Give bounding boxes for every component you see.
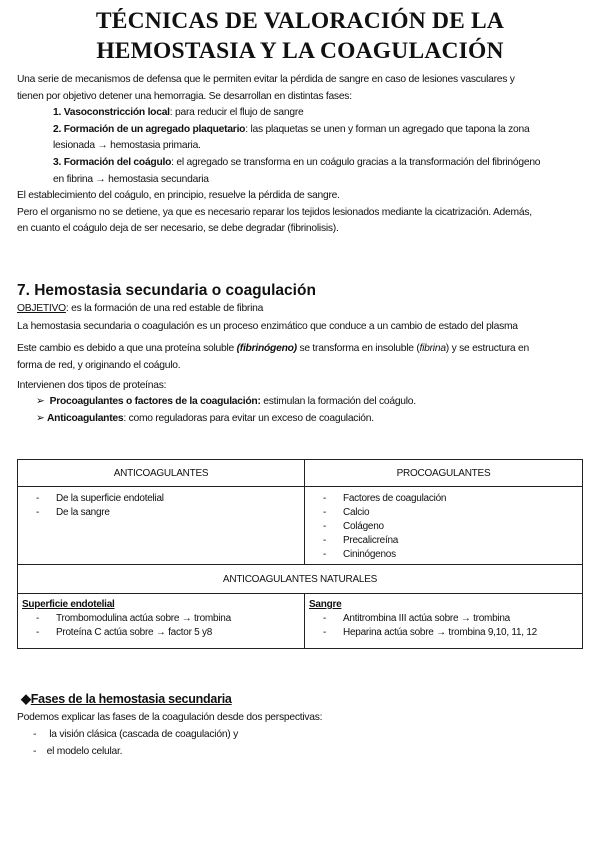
endothelial-cell <box>18 594 305 649</box>
list-item: - la visión clásica (cascada de coagulación) y <box>33 729 238 740</box>
arrow-bullet-icon: ➢ <box>36 412 47 424</box>
section-paragraph-1: La hemostasia secundaria o coagulación es un proceso enzimático que conduce a un cambio de estado del plasma <box>17 321 518 332</box>
text-line: tienen por objetivo detener una hemorragia. Se desarrollan en distintas fases: <box>17 90 352 102</box>
fases-heading: ◆Fases de la hemostasia secundaria <box>21 691 232 706</box>
phase-2-cont: lesionada → hemostasia primaria. <box>53 140 201 152</box>
procoagulantes-cell <box>305 487 583 565</box>
list-item: - Calcio <box>305 506 582 520</box>
list-item: - De la superficie endotelial <box>18 492 304 506</box>
objetivo-line: OBJETIVO: es la formación de una red estable de fibrina <box>17 303 264 314</box>
list-item: - Precalicreína <box>305 534 582 548</box>
list-item: - Colágeno <box>305 520 582 534</box>
document-title-line-1: TÉCNICAS DE VALORACIÓN DE LA <box>95 8 505 34</box>
list-item: - De la sangre <box>18 506 304 520</box>
list-item: ➢ Procoagulantes o factores de la coagulación: estimulan la formación del coágulo. <box>36 396 416 407</box>
list-item: ➢ Anticoagulantes: como reguladoras para evitar un exceso de coagulación. <box>36 412 374 424</box>
anticoagulantes-cell <box>18 487 305 565</box>
list-item: - Proteína C actúa sobre → factor 5 y8 <box>18 626 304 640</box>
protein-types-list <box>36 394 416 427</box>
phase-3-cont: en fibrina → hemostasia secundaria <box>53 173 209 185</box>
section-paragraph-3: Intervienen dos tipos de proteínas: <box>17 380 167 391</box>
header-anticoagulantes-naturales: ANTICOAGULANTES NATURALES <box>18 565 583 594</box>
fases-list <box>33 727 238 760</box>
header-anticoagulantes: ANTICOAGULANTES <box>18 460 305 487</box>
phase-2: 2. Formación de un agregado plaquetario: las plaquetas se unen y forman un agregado que tapona la zona <box>53 123 530 135</box>
text-line: Pero el organismo no se detiene, ya que es necesario reparar los tejidos lesionados mediante la cicatrización. Además, <box>17 206 532 218</box>
text-line: en cuanto el coágulo deja de ser necesario, se debe degradar (fibrinolisis). <box>17 223 339 235</box>
phase-3: 3. Formación del coágulo: el agregado se transforma en un coágulo gracias a la transformación del fibrinógeno <box>53 156 541 168</box>
diamond-bullet-icon: ◆ <box>21 691 31 706</box>
text-line: Una serie de mecanismos de defensa que le permiten evitar la pérdida de sangre en caso de lesiones vasculares y <box>17 74 515 85</box>
list-item: - Antitrombina III actúa sobre → trombina <box>305 612 582 626</box>
cell-title: Superficie endotelial <box>22 599 115 610</box>
phase-1: 1. Vasoconstricción local: para reducir el flujo de sangre <box>53 107 304 119</box>
list-item: - Factores de coagulación <box>305 492 582 506</box>
fases-intro: Podemos explicar las fases de la coagulación desde dos perspectivas: <box>17 712 323 723</box>
section-paragraph-2: Este cambio es debido a que una proteína soluble (fibrinógeno) se transforma en insoluble (fibrina) y se estructura en forma de red, y originando el coágulo. <box>17 343 529 371</box>
proteins-table <box>17 459 583 649</box>
text-line: El establecimiento del coágulo, en principio, resuelve la pérdida de sangre. <box>17 190 340 202</box>
header-procoagulantes: PROCOAGULANTES <box>305 460 583 487</box>
list-item: - el modelo celular. <box>33 745 123 757</box>
document-title-line-2: HEMOSTASIA Y LA COAGULACIÓN <box>96 38 504 64</box>
list-item: - Heparina actúa sobre → trombina 9,10, 11, 12 <box>305 626 582 640</box>
section-heading: 7. Hemostasia secundaria o coagulación <box>17 282 316 299</box>
cell-title: Sangre <box>309 599 342 610</box>
list-item: - Trombomodulina actúa sobre → trombina <box>18 612 304 626</box>
blood-cell <box>305 594 583 649</box>
arrow-bullet-icon: ➢ <box>36 396 50 407</box>
list-item: - Cininógenos <box>305 548 582 562</box>
intro-paragraph <box>17 72 540 238</box>
